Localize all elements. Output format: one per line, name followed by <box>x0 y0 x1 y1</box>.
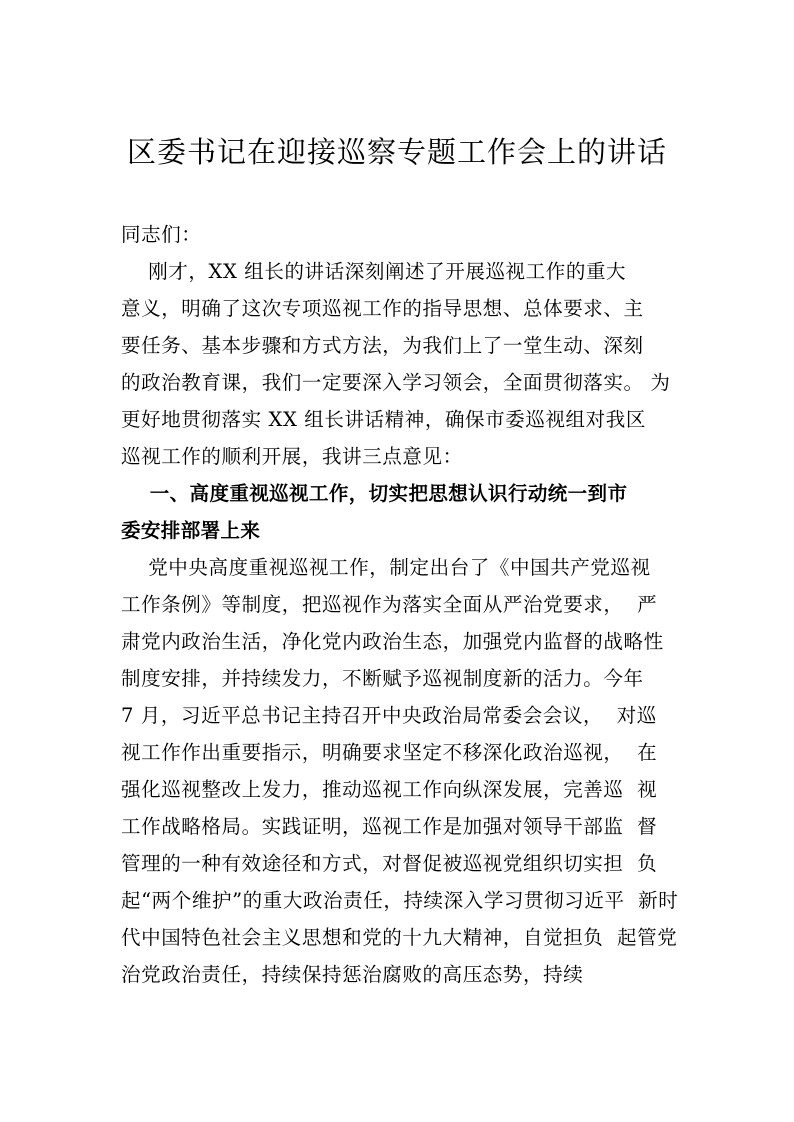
document-title: 区委书记在迎接巡察专题工作会上的讲话 <box>126 135 667 169</box>
paragraph-line: 强化巡视整改上发力，推动巡视工作向纵深发展，完善巡 视 <box>121 778 658 801</box>
paragraph-line: 意义，明确了这次专项巡视工作的指导思想、总体要求、主 <box>121 297 644 320</box>
paragraph-line: 肃党内政治生活，净化党内政治生态，加强党内监督的战略性 <box>121 630 664 653</box>
paragraph-line: 管理的一种有效途径和方式，对督促被巡视党组织切实担 负 <box>121 852 658 875</box>
paragraph-line: 制度安排，并持续发力，不断赋予巡视制度新的活力。今年 <box>121 667 644 690</box>
document-body <box>121 216 701 993</box>
paragraph-line: 党中央高度重视巡视工作，制定出台了《中国共产党巡视 <box>121 556 651 579</box>
section-heading: 委安排部署上来 <box>121 519 261 542</box>
paragraph-line: 工作条例》等制度，把巡视作为落实全面从严治党要求， 严 <box>121 593 658 616</box>
paragraph-line: 要任务、基本步骤和方式方法，为我们上了一堂生动、深刻 <box>121 334 644 357</box>
paragraph-line: 治党政治责任，持续保持惩治腐败的高压态势，持续 <box>121 963 584 986</box>
paragraph-line: 巡视工作的顺利开展，我讲三点意见： <box>121 445 463 468</box>
section-heading: 一、高度重视巡视工作，切实把思想认识行动统一到市 <box>121 482 628 505</box>
paragraph-line: 代中国特色社会主义思想和党的十九大精神，自觉担负 起管党 <box>121 926 678 949</box>
paragraph-line: 视工作作出重要指示，明确要求坚定不移深化政治巡视， 在 <box>121 741 658 764</box>
paragraph-line: 工作战略格局。实践证明，巡视工作是加强对领导干部监 督 <box>121 815 658 838</box>
paragraph-line: 7 月，习近平总书记主持召开中央政治局常委会会议， 对巡 <box>121 704 657 727</box>
paragraph-line: 的政治教育课，我们一定要深入学习领会，全面贯彻落实。 为 <box>121 371 671 394</box>
salutation: 同志们： <box>121 223 202 246</box>
paragraph-line: 起“两个维护”的重大政治责任，持续深入学习贯彻习近平 新时 <box>121 889 679 912</box>
paragraph-line: 更好地贯彻落实 XX 组长讲话精神，确保市委巡视组对我区 <box>121 408 646 431</box>
paragraph-line: 刚才，XX 组长的讲话深刻阐述了开展巡视工作的重大 <box>121 260 627 283</box>
